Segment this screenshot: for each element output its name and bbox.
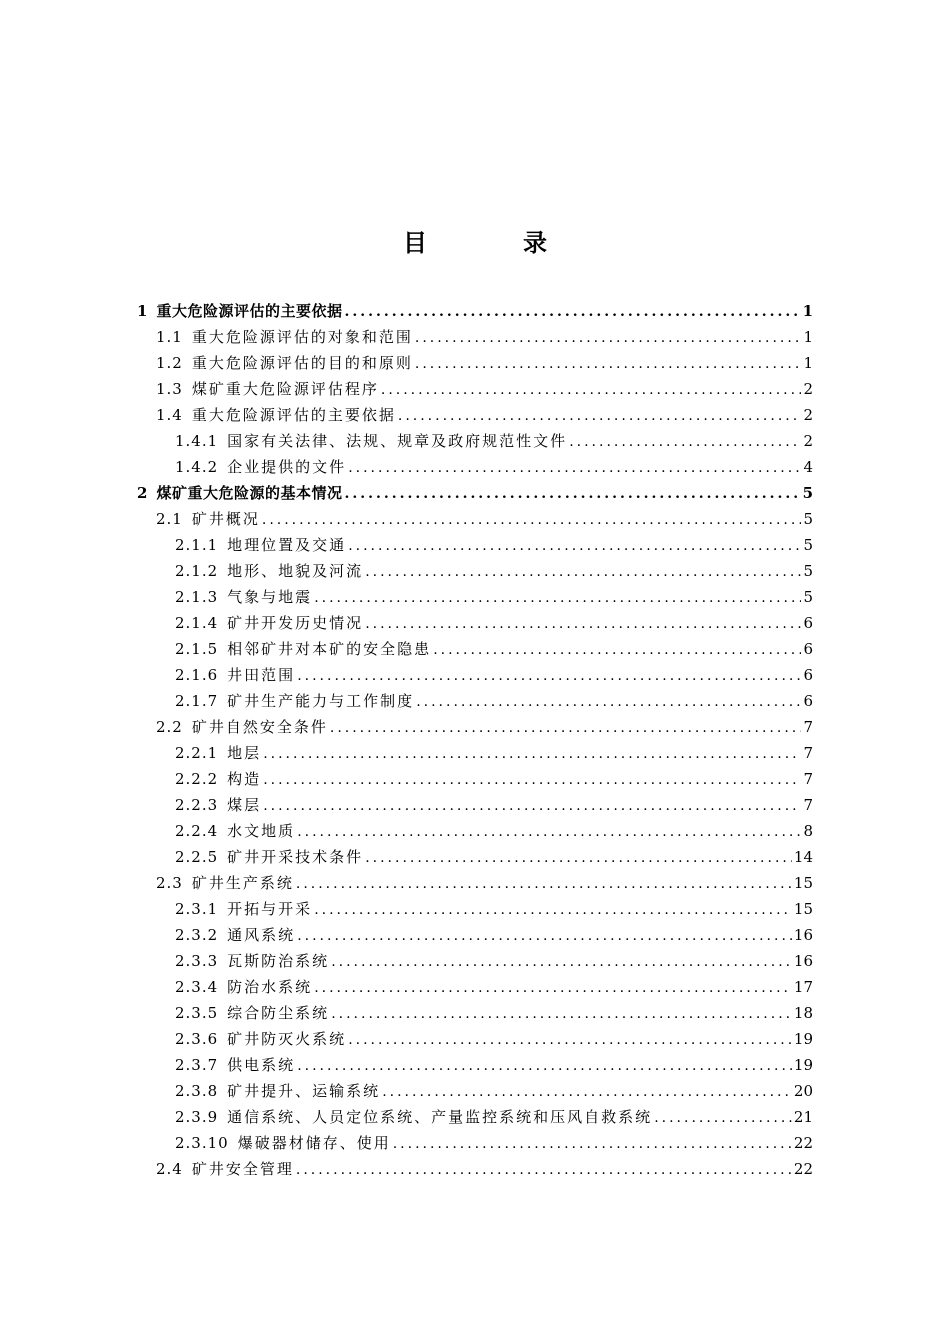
- toc-entry[interactable]: [137, 376, 813, 402]
- dot-leader: [262, 507, 802, 532]
- dot-leader: [297, 663, 801, 688]
- toc-entry-title: 水文地质: [227, 822, 296, 840]
- toc-entry[interactable]: [137, 636, 813, 662]
- toc-entry-page-number: 22: [793, 1160, 813, 1178]
- toc-entry[interactable]: [137, 584, 813, 610]
- page-title: 目 录: [403, 229, 583, 257]
- toc-entry-title: 地层: [227, 744, 262, 762]
- toc-entry[interactable]: [137, 532, 813, 558]
- toc-entry-number: 2.1.2: [175, 562, 219, 580]
- toc-entry[interactable]: [137, 1156, 813, 1182]
- dot-leader: [365, 559, 801, 584]
- toc-entry[interactable]: [137, 1078, 813, 1104]
- toc-entry-title: 重大危险源评估的主要依据: [191, 406, 396, 424]
- toc-entry-page-number: 14: [793, 848, 813, 866]
- toc-entry-title: 综合防尘系统: [227, 1004, 330, 1022]
- dot-leader: [393, 1131, 792, 1156]
- dot-leader: [348, 455, 801, 480]
- toc-entry-title: 重大危险源评估的目的和原则: [191, 354, 413, 372]
- dot-leader: [297, 819, 801, 844]
- toc-entry-page-number: 2: [803, 380, 813, 398]
- toc-entry-title: 相邻矿井对本矿的安全隐患: [227, 640, 432, 658]
- toc-entry[interactable]: [137, 298, 813, 324]
- dot-leader: [263, 793, 801, 818]
- toc-entry-page-number: 7: [803, 770, 813, 788]
- toc-entry-number: 2.3.8: [175, 1082, 219, 1100]
- toc-entry-number: 2.3.5: [175, 1004, 219, 1022]
- toc-entry-title: 国家有关法律、法规、规章及政府规范性文件: [227, 432, 568, 450]
- toc-entry-number: 2.1.1: [175, 536, 219, 554]
- toc-entry-number: 2.2.4: [175, 822, 219, 840]
- toc-entry-title: 矿井开采技术条件: [227, 848, 364, 866]
- toc-entry[interactable]: [137, 974, 813, 1000]
- dot-leader: [365, 611, 801, 636]
- toc-entry[interactable]: [137, 818, 813, 844]
- dot-leader: [348, 1027, 792, 1052]
- toc-entry-title: 通信系统、人员定位系统、产量监控系统和压风自救系统: [227, 1108, 653, 1126]
- dot-leader: [344, 299, 800, 324]
- toc-entry-page-number: 17: [793, 978, 813, 996]
- dot-leader: [344, 481, 800, 506]
- toc-entry-page-number: 5: [803, 510, 813, 528]
- toc-entry-page-number: 16: [793, 926, 813, 944]
- toc-entry[interactable]: [137, 1052, 813, 1078]
- toc-entry[interactable]: [137, 506, 813, 532]
- toc-entry[interactable]: [137, 792, 813, 818]
- toc-entry[interactable]: [137, 1104, 813, 1130]
- toc-entry-number: 2.1.5: [175, 640, 219, 658]
- toc-entry-title: 矿井生产系统: [191, 874, 294, 892]
- toc-entry-title: 煤层: [227, 796, 262, 814]
- dot-leader: [433, 637, 801, 662]
- toc-entry-number: 1.3: [156, 380, 183, 398]
- toc-entry-title: 爆破器材储存、使用: [237, 1134, 391, 1152]
- dot-leader: [415, 351, 802, 376]
- dot-leader: [296, 871, 792, 896]
- toc-entry[interactable]: [137, 558, 813, 584]
- toc-entry-number: 2.2: [156, 718, 183, 736]
- toc-entry-page-number: 2: [803, 432, 813, 450]
- toc-entry-title: 企业提供的文件: [227, 458, 347, 476]
- dot-leader: [331, 1001, 792, 1026]
- toc-entry-title: 供电系统: [227, 1056, 296, 1074]
- toc-entry-title: 防治水系统: [227, 978, 313, 996]
- toc-entry[interactable]: [137, 922, 813, 948]
- toc-entry-page-number: 5: [803, 536, 813, 554]
- toc-entry-title: 矿井概况: [191, 510, 260, 528]
- toc-entry[interactable]: [137, 662, 813, 688]
- toc-entry-number: 2.2.1: [175, 744, 219, 762]
- toc-entry-page-number: 15: [793, 900, 813, 918]
- toc-entry[interactable]: [137, 480, 813, 506]
- toc-entry-number: 2.3.1: [175, 900, 219, 918]
- toc-entry-title: 矿井开发历史情况: [227, 614, 364, 632]
- toc-entry-page-number: 1: [802, 302, 813, 320]
- toc-entry-page-number: 8: [803, 822, 813, 840]
- dot-leader: [382, 1079, 792, 1104]
- dot-leader: [314, 975, 792, 1000]
- toc-entry[interactable]: [137, 610, 813, 636]
- toc-entry[interactable]: [137, 350, 813, 376]
- dot-leader: [569, 429, 801, 454]
- toc-entry[interactable]: [137, 1000, 813, 1026]
- toc-entry-page-number: 6: [803, 666, 813, 684]
- toc-entry-title: 构造: [227, 770, 262, 788]
- toc-entry[interactable]: [137, 714, 813, 740]
- toc-entry[interactable]: [137, 1130, 813, 1156]
- toc-entry[interactable]: [137, 324, 813, 350]
- toc-entry[interactable]: [137, 740, 813, 766]
- toc-entry-title: 煤矿重大危险源评估程序: [191, 380, 379, 398]
- toc-entry-number: 2.3.9: [175, 1108, 219, 1126]
- dot-leader: [416, 689, 801, 714]
- dot-leader: [330, 715, 802, 740]
- toc-entry-number: 2.2.5: [175, 848, 219, 866]
- toc-entry-number: 2.2.2: [175, 770, 219, 788]
- toc-entry-title: 通风系统: [227, 926, 296, 944]
- toc-entry[interactable]: [137, 844, 813, 870]
- toc-entry-number: 1.4.2: [175, 458, 219, 476]
- dot-leader: [415, 325, 802, 350]
- toc-entry-title: 瓦斯防治系统: [227, 952, 330, 970]
- toc-entry-number: 2.3.3: [175, 952, 219, 970]
- toc-entry-title: 重大危险源评估的对象和范围: [191, 328, 413, 346]
- toc-entry-number: 2.3.6: [175, 1030, 219, 1048]
- toc-entry-title: 矿井自然安全条件: [191, 718, 328, 736]
- toc-entry-page-number: 15: [793, 874, 813, 892]
- toc-entry-number: 2.3: [156, 874, 183, 892]
- toc-entry[interactable]: [137, 766, 813, 792]
- toc-entry-title: 矿井提升、运输系统: [227, 1082, 381, 1100]
- toc-entry-number: 1.4.1: [175, 432, 219, 450]
- toc-entry-number: 2.2.3: [175, 796, 219, 814]
- toc-entry[interactable]: [137, 428, 813, 454]
- toc-entry-number: 2.1: [156, 510, 183, 528]
- toc-entry-title: 井田范围: [227, 666, 296, 684]
- toc-entry-page-number: 20: [793, 1082, 813, 1100]
- toc-entry-number: 1.1: [156, 328, 183, 346]
- toc-entry-page-number: 5: [803, 562, 813, 580]
- toc-entry[interactable]: [137, 1026, 813, 1052]
- toc-entry-number: 2.1.7: [175, 692, 219, 710]
- dot-leader: [365, 845, 792, 870]
- toc-entry-title: 矿井生产能力与工作制度: [227, 692, 415, 710]
- toc-entry-title: 煤矿重大危险源的基本情况: [156, 484, 343, 502]
- dot-leader: [331, 949, 792, 974]
- toc-entry-page-number: 16: [793, 952, 813, 970]
- toc-entry-page-number: 6: [803, 614, 813, 632]
- toc-entry-page-number: 1: [803, 354, 813, 372]
- toc-entry-page-number: 7: [803, 796, 813, 814]
- dot-leader: [348, 533, 801, 558]
- toc-entry[interactable]: [137, 402, 813, 428]
- toc-entry-number: 2.1.6: [175, 666, 219, 684]
- toc-entry-title: 矿井安全管理: [191, 1160, 294, 1178]
- dot-leader: [398, 403, 802, 428]
- toc-entry-title: 气象与地震: [227, 588, 313, 606]
- toc-entry-number: 2.1.3: [175, 588, 219, 606]
- toc-entry-page-number: 4: [803, 458, 813, 476]
- toc-entry[interactable]: [137, 688, 813, 714]
- dot-leader: [263, 767, 801, 792]
- toc-entry-page-number: 21: [793, 1108, 813, 1126]
- dot-leader: [297, 923, 792, 948]
- dot-leader: [263, 741, 801, 766]
- toc-entry-page-number: 5: [803, 588, 813, 606]
- toc-entry-number: 2: [137, 484, 149, 502]
- toc-entry-number: 2.3.10: [175, 1134, 229, 1152]
- toc-entry-title: 矿井防灭火系统: [227, 1030, 347, 1048]
- dot-leader: [654, 1105, 792, 1130]
- toc-entry-page-number: 19: [793, 1056, 813, 1074]
- toc-entry[interactable]: [137, 948, 813, 974]
- toc-entry-number: 1.4: [156, 406, 183, 424]
- toc-entry-title: 地形、地貌及河流: [227, 562, 364, 580]
- dot-leader: [381, 377, 802, 402]
- toc-entry-page-number: 19: [793, 1030, 813, 1048]
- toc-entry-page-number: 22: [793, 1134, 813, 1152]
- toc-entry-title: 开拓与开采: [227, 900, 313, 918]
- toc-entry-page-number: 2: [803, 406, 813, 424]
- toc-entry-number: 2.4: [156, 1160, 183, 1178]
- toc-entry-page-number: 7: [803, 744, 813, 762]
- toc-entry-number: 2.3.7: [175, 1056, 219, 1074]
- toc-entry-page-number: 6: [803, 692, 813, 710]
- toc-entry-number: 2.3.4: [175, 978, 219, 996]
- dot-leader: [296, 1157, 792, 1182]
- toc-entry-title: 地理位置及交通: [227, 536, 347, 554]
- toc-entry-number: 2.3.2: [175, 926, 219, 944]
- toc-entry-page-number: 5: [802, 484, 813, 502]
- toc-entry[interactable]: [137, 896, 813, 922]
- dot-leader: [297, 1053, 792, 1078]
- toc-entry-number: 1: [137, 302, 149, 320]
- toc-entry-number: 2.1.4: [175, 614, 219, 632]
- toc-entry-page-number: 7: [803, 718, 813, 736]
- toc-entry-number: 1.2: [156, 354, 183, 372]
- toc-entry-page-number: 6: [803, 640, 813, 658]
- dot-leader: [314, 585, 801, 610]
- toc-entry-title: 重大危险源评估的主要依据: [156, 302, 343, 320]
- toc-entry-page-number: 1: [803, 328, 813, 346]
- dot-leader: [314, 897, 792, 922]
- toc-entry[interactable]: [137, 454, 813, 480]
- toc-entry-page-number: 18: [793, 1004, 813, 1022]
- table-of-contents: [137, 298, 813, 1182]
- toc-entry[interactable]: [137, 870, 813, 896]
